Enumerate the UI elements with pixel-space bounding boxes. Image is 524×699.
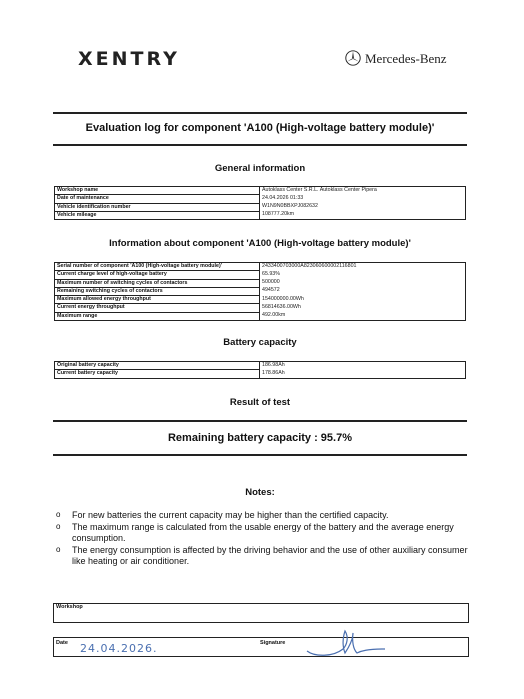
row-value: 500000 [262, 279, 280, 286]
general-heading: General information [214, 163, 306, 174]
row-value: Autoklass Center S.R.L. Autoklass Center Pipera [262, 187, 377, 193]
table-row [55, 187, 466, 195]
row-value: 178.86Ah [262, 369, 285, 376]
row-label: Maximum number of switching cycles of contactors [55, 279, 260, 287]
row-label: Vehicle mileage [55, 211, 260, 219]
row-label: Current charge level of high-voltage battery [55, 271, 260, 279]
row-value: 56814636.00Wh [262, 303, 301, 310]
handwritten-date: 24.04.2026. [80, 642, 158, 655]
note-text: For new batteries the current capacity may be higher than the certified capacity. [72, 510, 389, 520]
general-table [54, 186, 466, 220]
table-row [55, 211, 466, 219]
bullet: o [56, 510, 61, 519]
note-item [56, 510, 468, 521]
table-row [55, 296, 466, 304]
result-text: Remaining battery capacity : 95.7% [167, 432, 352, 444]
row-label: Current battery capacity [55, 370, 260, 378]
mercedes-star-icon [345, 50, 361, 66]
title-top-rule [53, 112, 467, 114]
row-value: 2433400703000A823060600002116801 [262, 263, 357, 269]
row-label: Serial number of component 'A100 (High-voltage battery module)' [55, 263, 260, 271]
table-row [55, 362, 466, 370]
row-value: 65.93% [262, 270, 280, 277]
table-row [55, 203, 466, 211]
result-heading: Result of test [229, 397, 291, 408]
row-label: Current energy throughput [55, 304, 260, 312]
table-row [55, 370, 466, 378]
result-bottom-rule [53, 454, 467, 456]
row-value: 24.04.2026 01:33 [262, 194, 304, 201]
row-value: 492.00km [262, 312, 286, 319]
row-label: Maximum allowed energy throughput [55, 296, 260, 304]
bullet: o [56, 545, 61, 554]
note-text: The maximum range is calculated from the usable energy of the battery and the average energy consumption. [72, 522, 454, 543]
table-row [55, 312, 466, 320]
result-top-rule [53, 420, 467, 422]
workshop-label: Workshop [56, 604, 83, 610]
component-heading: Information about component 'A100 (High-voltage battery module)' [109, 238, 411, 249]
xentry-logo: XENTRY [78, 48, 180, 70]
table-row [55, 279, 466, 287]
table-row [55, 304, 466, 312]
row-value: 154000000.00Wh [262, 295, 304, 302]
bullet: o [56, 522, 61, 531]
notes-list [56, 510, 468, 567]
note-text: The energy consumption is affected by the driving behavior and the use of other auxiliary consumer like heating or air conditioner. [72, 545, 468, 566]
row-value: 108777.20km [262, 211, 295, 218]
date-label: Date [56, 640, 68, 646]
title-bottom-rule [53, 144, 467, 146]
row-label: Original battery capacity [55, 362, 260, 370]
signature-image [305, 627, 390, 659]
capacity-table [54, 361, 466, 379]
document-title: Evaluation log for component 'A100 (High-voltage battery module)' [85, 122, 435, 134]
row-label: Maximum range [55, 312, 260, 320]
table-row [55, 195, 466, 203]
table-row [55, 271, 466, 279]
row-value: W1N9N0BBXPJ082632 [262, 203, 318, 210]
capacity-heading: Battery capacity [223, 337, 297, 348]
brand-name: Mercedes-Benz [365, 51, 447, 66]
workshop-box [53, 603, 469, 623]
row-value: 186.98Ah [262, 362, 285, 368]
row-label: Workshop name [55, 187, 260, 195]
notes-heading: Notes: [245, 487, 275, 498]
row-label: Date of maintenance [55, 195, 260, 203]
row-value: 494572 [262, 287, 280, 294]
row-label: Vehicle identification number [55, 203, 260, 211]
table-row [55, 287, 466, 295]
table-row [55, 263, 466, 271]
note-item [56, 545, 468, 567]
row-label: Remaining switching cycles of contactors [55, 287, 260, 295]
signature-label: Signature [260, 640, 286, 646]
component-table [54, 262, 466, 321]
note-item [56, 522, 468, 544]
